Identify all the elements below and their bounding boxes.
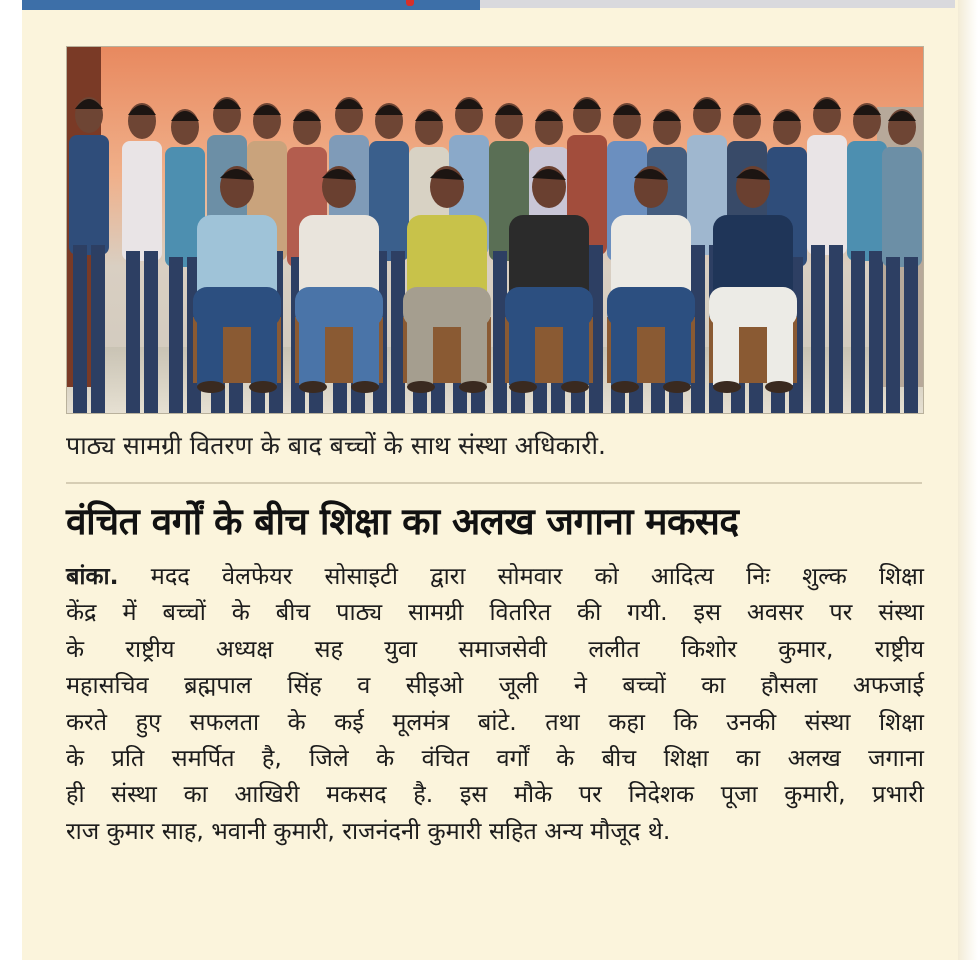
article-line: के प्रति समर्पित है, जिले के वंचित वर्गों के बीच शिक्षा का अलख जगाना [66, 743, 924, 772]
divider-rule [66, 482, 922, 484]
article-line: राज कुमार साह, भवानी कुमारी, राजनंदनी कुमारी सहित अन्य मौजूद थे. [66, 816, 671, 845]
top-red-mark [406, 0, 414, 6]
article-line [66, 558, 924, 594]
article-line: केंद्र में बच्चों के बीच पाठ्य सामग्री वितरित की गयी. इस अवसर पर संस्था [66, 598, 924, 627]
right-margin [958, 0, 978, 960]
article-line: के राष्ट्रीय अध्यक्ष सह युवा समाजसेवी ललीत किशोर कुमार, राष्ट्रीय [66, 634, 924, 663]
article-line: महासचिव ब्रह्मपाल सिंह व सीइओ जूली ने बच्चों का हौसला अफजाई [66, 671, 924, 700]
article-line: ही संस्था का आखिरी मकसद है. इस मौके पर निदेशक पूजा कुमारी, प्रभारी [66, 780, 924, 809]
article-line-text: मदद वेलफेयर सोसाइटी द्वारा सोमवार को आदित्य निः शुल्क शिक्षा [118, 562, 924, 590]
group-photo [66, 46, 924, 414]
article-line: करते हुए सफलता के कई मूलमंत्र बांटे. तथा कहा कि उनकी संस्था शिक्षा [66, 707, 924, 736]
photo-caption: पाठ्य सामग्री वितरण के बाद बच्चों के साथ संस्था अधिकारी. [66, 431, 606, 460]
article-dateline: बांका. [66, 562, 119, 590]
article-headline: वंचित वर्गों के बीच शिक्षा का अलख जगाना मकसद [66, 500, 739, 543]
left-margin [0, 0, 22, 960]
article-body [66, 558, 924, 849]
top-gray-strip [480, 0, 955, 8]
